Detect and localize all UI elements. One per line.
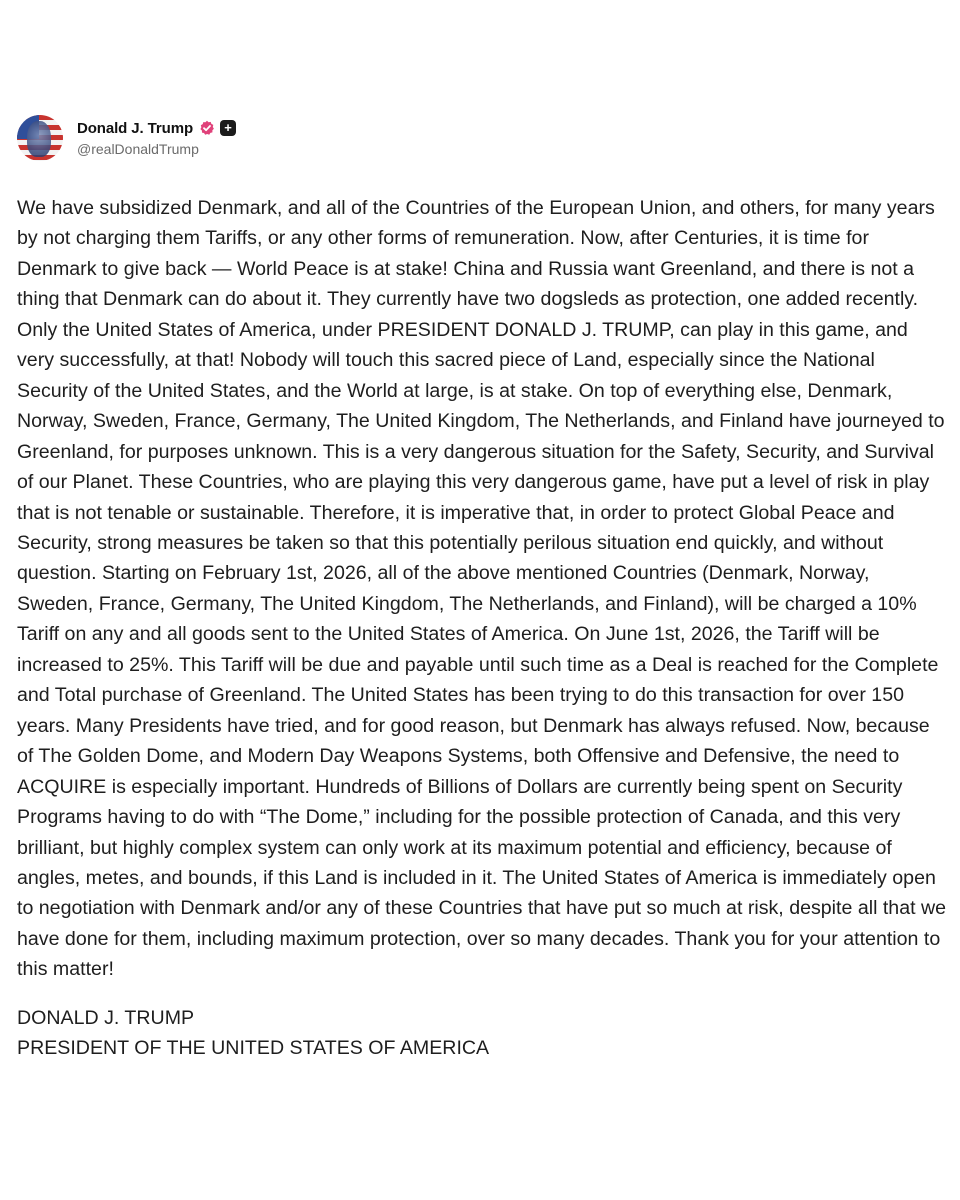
author-info (77, 117, 236, 159)
verified-badge-icon (199, 120, 215, 136)
post-body-text: We have subsidized Denmark, and all of the Countries of the European Union, and others, for many years by not charging them Tariffs, or any other forms of remuneration. Now, after Centuries, it is time for Denmark to give back — World Peace is at stake! China and Russia want Greenland, and there is not a thing that Denmark can do about it. They currently have two dogsleds as protection, one added recently. Only the United States of America, under PRESIDENT DONALD J. TRUMP, can play in this game, and very successfully, at that! Nobody will touch this sacred piece of Land, especially since the National Security of the United States, and the World at large, is at stake. On top of everything else, Denmark, Norway, Sweden, France, Germany, The United Kingdom, The Netherlands, and Finland have journeyed to Greenland, for purposes unknown. This is a very dangerous situation for the Safety, Security, and Survival of our Planet. These Countries, who are playing this very dangerous game, have put a level of risk in play that is not tenable or sustainable. Therefore, it is imperative that, in order to protect Global Peace and Security, strong measures be taken so that this potentially perilous situation end quickly, and without question. Starting on February 1st, 2026, all of the above mentioned Countries (Denmark, Norway, Sweden, France, Germany, The United Kingdom, The Netherlands, and Finland), will be charged a 10% Tariff on any and all goods sent to the United States of America. On June 1st, 2026, the Tariff will be increased to 25%. This Tariff will be due and payable until such time as a Deal is reached for the Complete and Total purchase of Greenland. The United States has been trying to do this transaction for over 150 years. Many Presidents have tried, and for good reason, but Denmark has always refused. Now, because of The Golden Dome, and Modern Day Weapons Systems, both Offensive and Defensive, the need to ACQUIRE is especially important. Hundreds of Billions of Dollars are currently being spent on Security Programs having to do with “The Dome,” including for the possible protection of Canada, and this very brilliant, but highly complex system can only work at its maximum potential and efficiency, because of angles, metes, and bounds, if this Land is included in it. The United States of America is immediately open to negotiation with Denmark and/or any of these Countries that have put so much at risk, despite all that we have done for them, including maximum protection, over so many decades. Thank you for your attention to this matter! (17, 197, 947, 981)
plus-badge-icon: + (220, 120, 236, 136)
post-header (17, 113, 947, 163)
author-name-row (77, 117, 236, 139)
signature-title: PRESIDENT OF THE UNITED STATES OF AMERICA (17, 1037, 490, 1060)
signature-name: DONALD J. TRUMP (17, 1006, 195, 1029)
avatar[interactable] (17, 115, 63, 161)
author-handle[interactable]: @realDonaldTrump (77, 141, 199, 157)
avatar-portrait (27, 121, 51, 157)
post-card (17, 113, 947, 1064)
author-display-name[interactable]: Donald J. Trump (77, 119, 194, 137)
post-signature (17, 1003, 947, 1064)
